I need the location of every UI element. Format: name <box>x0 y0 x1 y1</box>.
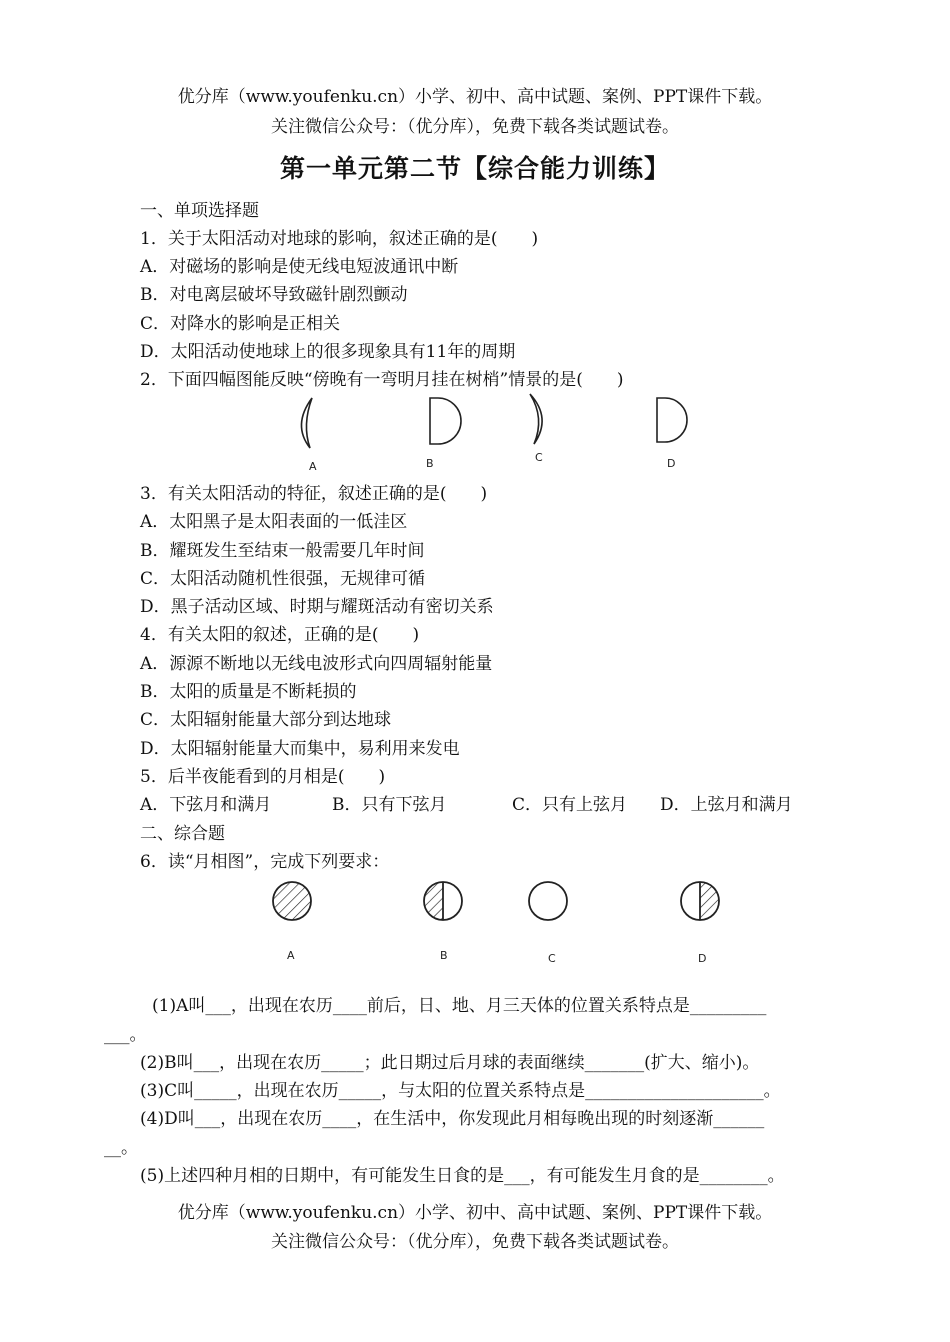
moon-option-d-half <box>657 398 687 442</box>
q6-part5: (5)上述四种月相的日期中，有可能发生日食的是___，有可能发生月食的是________。 <box>140 1166 785 1186</box>
moon-phase-d-half <box>681 882 719 920</box>
q5-option-c: C．只有上弦月 <box>512 795 628 815</box>
moon-option-label-a: A <box>309 460 317 473</box>
moon-phase-label-a: A <box>287 949 295 962</box>
q1-option-d: D．太阳活动使地球上的很多现象具有11年的周期 <box>140 342 516 362</box>
q5-option-b: B．只有下弦月 <box>332 795 447 815</box>
q2-stem: 2．下面四幅图能反映“傍晚有一弯明月挂在树梢”情景的是( ) <box>140 370 624 390</box>
footer-line-1: 优分库（www.youfenku.cn）小学、初中、高中试题、案例、PPT课件下载。 <box>177 1203 773 1223</box>
q1-option-b: B．对电离层破坏导致磁针剧烈颤动 <box>140 285 408 305</box>
page-title: 第一单元第二节【综合能力训练】 <box>279 154 670 183</box>
q5-option-a: A．下弦月和满月 <box>140 795 272 815</box>
moon-phase-a-new-moon <box>273 882 311 920</box>
q6-part3: (3)C叫_____，出现在农历_____，与太阳的位置关系特点是_____________________。 <box>140 1081 781 1101</box>
q6-part4-line1: (4)D叫___，出现在农历____，在生活中，你发现此月相每晚出现的时刻逐渐______ <box>140 1109 765 1129</box>
moon-option-label-c: C <box>535 451 543 464</box>
q3-option-a: A．太阳黑子是太阳表面的一低洼区 <box>140 512 408 532</box>
section-heading-comprehensive: 二、综合题 <box>140 824 225 844</box>
moon-phase-c-full-moon <box>529 882 567 920</box>
moon-phase-b-half <box>424 882 462 920</box>
q1-option-c: C．对降水的影响是正相关 <box>140 314 341 334</box>
moon-phase-label-c: C <box>548 952 556 965</box>
header-line-1: 优分库（www.youfenku.cn）小学、初中、高中试题、案例、PPT课件下载。 <box>177 87 773 107</box>
moon-phase-options-figure <box>0 390 950 484</box>
moon-phase-chart-svg <box>0 875 950 970</box>
moon-phase-options-svg <box>0 390 950 480</box>
q3-option-b: B．耀斑发生至结束一般需要几年时间 <box>140 541 425 561</box>
moon-option-c-crescent <box>530 394 542 444</box>
q6-part4-line2: __。 <box>104 1138 138 1158</box>
q6-part1-line1: (1)A叫___，出现在农历____前后，日、地、月三天体的位置关系特点是_________ <box>152 996 767 1016</box>
q3-option-c: C．太阳活动随机性很强，无规律可循 <box>140 569 426 589</box>
q4-option-d: D．太阳辐射能量大而集中，易利用来发电 <box>140 739 460 759</box>
q3-stem: 3．有关太阳活动的特征，叙述正确的是( ) <box>140 484 488 504</box>
moon-option-a-crescent <box>301 398 312 448</box>
moon-phase-label-b: B <box>440 949 448 962</box>
moon-option-b-half <box>430 398 461 444</box>
q4-stem: 4．有关太阳的叙述，正确的是( ) <box>140 625 420 645</box>
section-heading-choice: 一、单项选择题 <box>140 201 259 221</box>
q5-stem: 5．后半夜能看到的月相是( ) <box>140 767 386 787</box>
header-line-2: 关注微信公众号：（优分库），免费下载各类试题试卷。 <box>271 117 679 137</box>
moon-option-label-b: B <box>426 457 434 470</box>
moon-option-label-d: D <box>667 457 676 470</box>
moon-phase-chart-figure <box>0 875 950 974</box>
q6-part2: (2)B叫___，出现在农历_____；此日期过后月球的表面继续_______(扩大、缩小)。 <box>140 1053 760 1073</box>
q4-option-c: C．太阳辐射能量大部分到达地球 <box>140 710 392 730</box>
moon-phase-label-d: D <box>698 952 707 965</box>
q5-option-d: D．上弦月和满月 <box>660 795 793 815</box>
q1-stem: 1．关于太阳活动对地球的影响，叙述正确的是( ) <box>140 229 539 249</box>
q1-option-a: A．对磁场的影响是使无线电短波通讯中断 <box>140 257 459 277</box>
q4-option-a: A．源源不断地以无线电波形式向四周辐射能量 <box>140 654 493 674</box>
q6-stem: 6．读“月相图”，完成下列要求： <box>140 852 390 872</box>
q6-part1-line2: ___。 <box>104 1025 147 1045</box>
footer-line-2: 关注微信公众号：（优分库），免费下载各类试题试卷。 <box>271 1232 679 1252</box>
q4-option-b: B．太阳的质量是不断耗损的 <box>140 682 357 702</box>
q3-option-d: D．黑子活动区域、时期与耀斑活动有密切关系 <box>140 597 494 617</box>
